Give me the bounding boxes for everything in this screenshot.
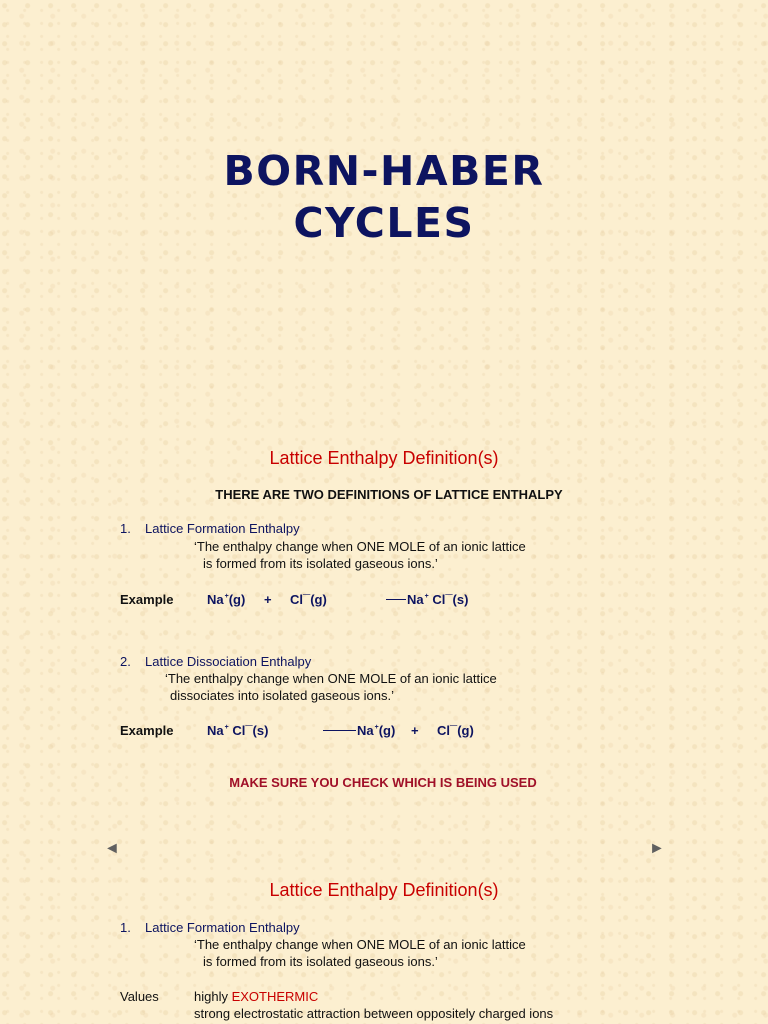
- definition-1-quote-line-2: is formed from its isolated gaseous ions.’: [203, 556, 438, 571]
- exothermic-highlight: EXOTHERMIC: [231, 989, 319, 1004]
- definition-2-number: 2.: [120, 654, 131, 669]
- example-1-reactant-sodium: Na+(g): [207, 592, 246, 607]
- example-1-label: Example: [120, 592, 174, 607]
- example-2-product-sodium: Na+(g): [323, 723, 395, 738]
- values-line: highly EXOTHERMIC: [194, 989, 319, 1004]
- previous-page-arrow-icon[interactable]: ◄: [104, 840, 120, 857]
- reaction-arrow-1: [386, 599, 406, 600]
- section-heading-2: Lattice Enthalpy Definition(s): [269, 880, 499, 900]
- example-2-label: Example: [120, 723, 174, 738]
- section-heading: Lattice Enthalpy Definition(s): [269, 448, 499, 468]
- intro-text: THERE ARE TWO DEFINITIONS OF LATTICE ENTHALPY: [215, 487, 563, 502]
- definition-1-quote-line-1: ‘The enthalpy change when ONE MOLE of an ionic lattice: [194, 539, 526, 554]
- example-2-reactant: Na+ Cl¯(s): [207, 723, 269, 738]
- warning-text: MAKE SURE YOU CHECK WHICH IS BEING USED: [229, 775, 537, 790]
- slide3-definition-1-name: Lattice Formation Enthalpy: [145, 920, 300, 935]
- reaction-arrow-2: [323, 730, 356, 731]
- slide3-definition-1-quote-line-2: is formed from its isolated gaseous ions.’: [203, 954, 438, 969]
- definition-2-name: Lattice Dissociation Enthalpy: [145, 654, 312, 669]
- definition-2-quote-line-2: dissociates into isolated gaseous ions.’: [170, 688, 395, 703]
- title-line-1: BORN-HABER: [223, 147, 545, 195]
- example-1-product: Na+ Cl¯(s): [386, 592, 468, 607]
- definition-1-number: 1.: [120, 521, 131, 536]
- slide3-definition-1-quote-line-1: ‘The enthalpy change when ONE MOLE of an ionic lattice: [194, 937, 526, 952]
- example-1-plus: +: [264, 592, 272, 607]
- example-2-plus: +: [411, 723, 419, 738]
- slide3-definition-1-number: 1.: [120, 920, 131, 935]
- values-label: Values: [120, 989, 159, 1004]
- definition-1-name: Lattice Formation Enthalpy: [145, 521, 300, 536]
- title-line-2: CYCLES: [293, 199, 475, 247]
- example-2-product-chloride: Cl¯(g): [437, 723, 474, 738]
- next-page-arrow-icon[interactable]: ►: [649, 840, 665, 857]
- values-reason: strong electrostatic attraction between oppositely charged ions: [194, 1006, 554, 1021]
- definition-2-quote-line-1: ‘The enthalpy change when ONE MOLE of an ionic lattice: [165, 671, 497, 686]
- example-1-reactant-chloride: Cl¯(g): [290, 592, 327, 607]
